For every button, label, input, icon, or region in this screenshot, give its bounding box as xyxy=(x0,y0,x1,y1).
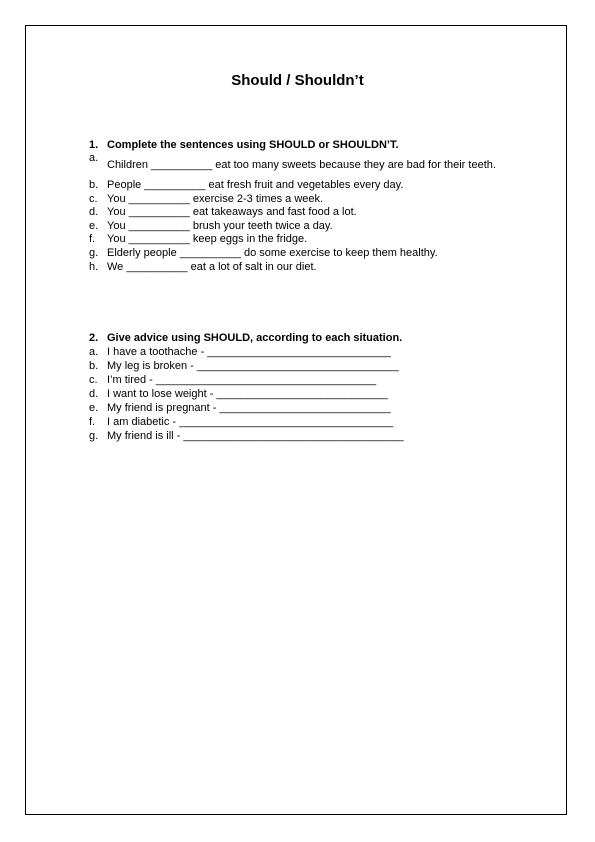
item-letter: e. xyxy=(89,402,99,414)
item-text: You __________ exercise 2-3 times a week. xyxy=(107,192,324,205)
item-text: Children __________ eat too many sweets because they are bad for their teeth. xyxy=(107,159,496,171)
item-text: I am diabetic - ___________________________________ xyxy=(107,416,394,428)
list-item xyxy=(89,220,529,234)
item-letter: a. xyxy=(89,346,99,358)
list-item xyxy=(89,415,529,429)
list-item xyxy=(89,233,529,247)
exercise-2-list xyxy=(89,345,529,443)
exercise-2-heading xyxy=(89,331,529,345)
item-text: I want to lose weight - ____________________________ xyxy=(107,388,388,400)
exercise-number: 1. xyxy=(89,139,99,151)
list-item xyxy=(89,193,529,207)
exercise-1 xyxy=(89,138,529,274)
list-item xyxy=(89,247,529,261)
item-letter: f. xyxy=(89,416,96,428)
item-text: My friend is ill - ____________________________________ xyxy=(107,430,404,442)
item-text: Elderly people __________ do some exercise to keep them healthy. xyxy=(107,246,438,259)
exercise-1-heading xyxy=(89,138,529,152)
list-item xyxy=(89,429,529,443)
list-item xyxy=(89,387,529,401)
item-letter: d. xyxy=(89,388,99,400)
list-item xyxy=(89,359,529,373)
item-text: You __________ keep eggs in the fridge. xyxy=(107,233,308,246)
exercise-number: 2. xyxy=(89,332,99,344)
item-text: I have a toothache - ______________________________ xyxy=(107,346,391,358)
item-letter: b. xyxy=(89,179,99,191)
list-item xyxy=(89,345,529,359)
item-text: You __________ brush your teeth twice a day. xyxy=(107,219,333,232)
item-letter: h. xyxy=(89,260,99,273)
item-text: You __________ eat takeaways and fast food a lot. xyxy=(107,206,357,219)
item-letter: g. xyxy=(89,246,99,259)
exercise-instruction: Give advice using SHOULD, according to each situation. xyxy=(107,332,403,344)
item-letter: d. xyxy=(89,206,99,219)
item-letter: a. xyxy=(89,152,99,164)
list-item xyxy=(89,261,529,275)
item-letter: g. xyxy=(89,430,99,442)
list-item xyxy=(89,179,529,193)
exercise-instruction: Complete the sentences using SHOULD or SHOULDN’T. xyxy=(107,139,399,151)
page-title: Should / Shouldn’t xyxy=(231,72,364,89)
list-item xyxy=(89,401,529,415)
item-letter: e. xyxy=(89,219,99,232)
item-text: We __________ eat a lot of salt in our diet. xyxy=(107,260,317,273)
list-item xyxy=(89,206,529,220)
item-letter: c. xyxy=(89,374,98,386)
item-letter: b. xyxy=(89,360,99,372)
exercise-1-list xyxy=(89,152,529,274)
item-text: People __________ eat fresh fruit and vegetables every day. xyxy=(107,179,404,191)
item-text: My leg is broken - _________________________________ xyxy=(107,360,399,372)
exercise-2 xyxy=(89,331,529,443)
item-letter: c. xyxy=(89,192,98,205)
item-letter: f. xyxy=(89,233,96,246)
list-item xyxy=(89,373,529,387)
list-item xyxy=(89,152,529,179)
item-text: My friend is pregnant - ____________________________ xyxy=(107,402,391,414)
item-text: I’m tired - ____________________________________ xyxy=(107,374,377,386)
